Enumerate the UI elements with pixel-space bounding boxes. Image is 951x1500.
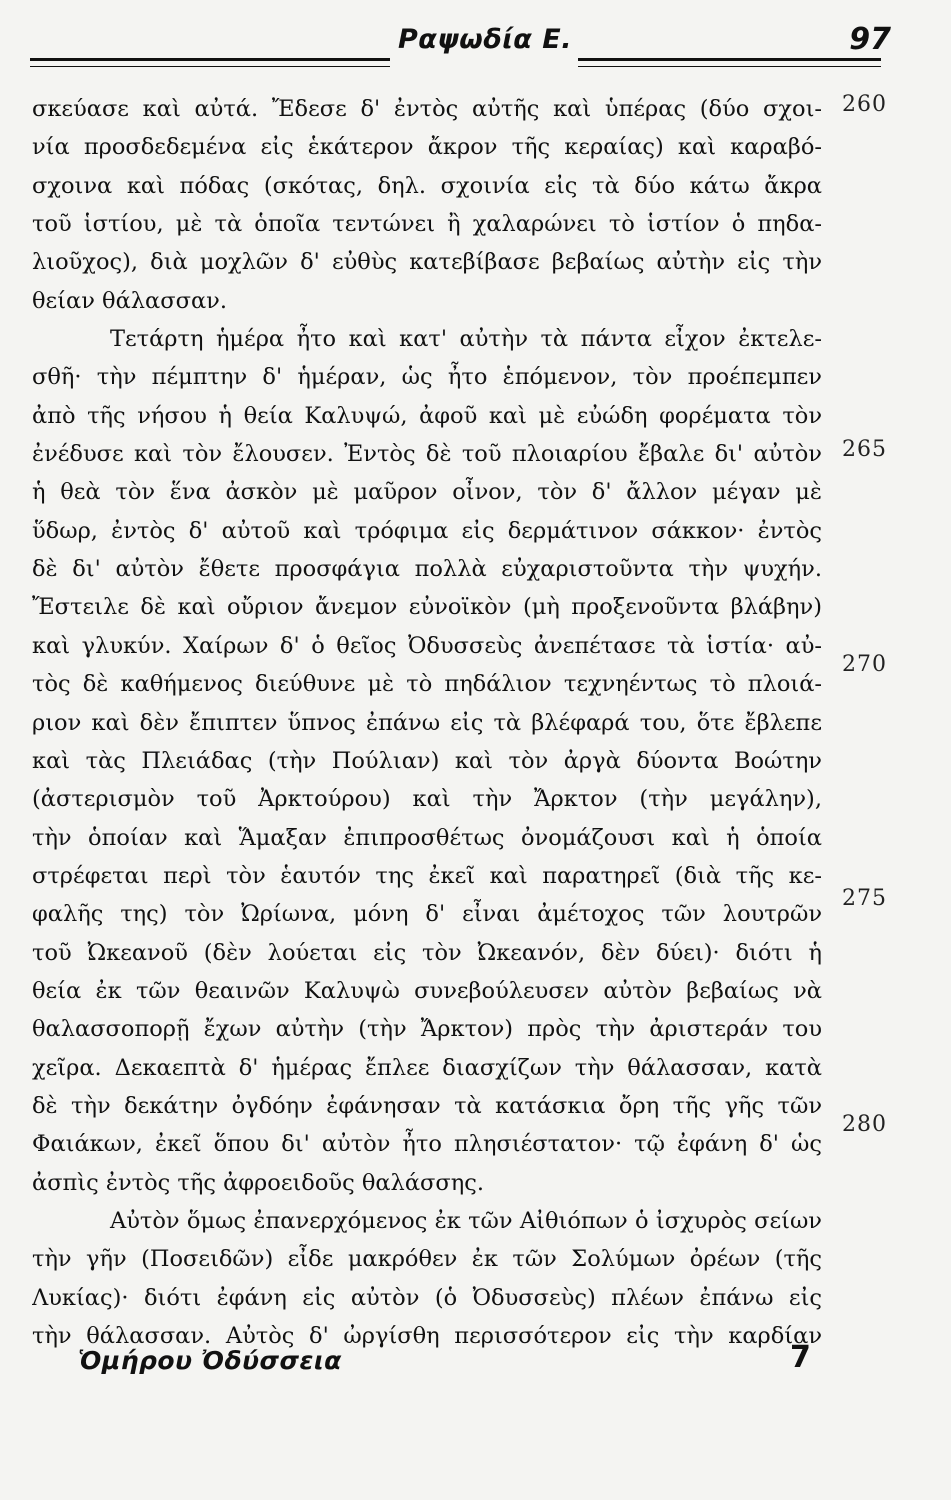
text-line: σθῆ· τὴν πέμπτην δ' ἡμέραν, ὡς ἦτο ἑπόμενον, τὸν προέπεμπεν xyxy=(32,364,822,391)
margin-line-number: 265 xyxy=(842,437,887,462)
body-text xyxy=(32,90,822,1355)
text-line: στρέφεται περὶ τὸν ἑαυτόν της ἐκεῖ καὶ παρατηρεῖ (διὰ τῆς κε- xyxy=(32,862,822,889)
text-line: ἀπὸ τῆς νήσου ἡ θεία Καλυψώ, ἀφοῦ καὶ μὲ εὐώδη φορέματα τὸν xyxy=(32,402,822,429)
text-line: χεῖρα. Δεκαεπτὰ δ' ἡμέρας ἔπλεε διασχίζων τὴν θάλασσαν, κατὰ xyxy=(32,1054,822,1081)
text-line: Ἔστειλε δὲ καὶ οὔριον ἄνεμον εὐνοϊκὸν (μὴ προξενοῦντα βλάβην) xyxy=(32,594,822,621)
text-line: λιοῦχος), διὰ μοχλῶν δ' εὐθὺς κατεβίβασε βεβαίως αὐτὴν εἰς τὴν xyxy=(32,249,822,276)
text-line: τὴν θάλασσαν. Αὐτὸς δ' ὠργίσθη περισσότερον εἰς τὴν καρδίαν xyxy=(32,1323,822,1349)
header-rule-left xyxy=(30,58,390,61)
text-line: τοῦ Ὠκεανοῦ (δὲν λούεται εἰς τὸν Ὠκεανόν, δὲν δύει)· διότι ἡ xyxy=(32,939,822,966)
text-line: Λυκίας)· διότι ἐφάνη εἰς αὐτὸν (ὁ Ὀδυσσεὺς) πλέων ἐπάνω εἰς xyxy=(32,1284,822,1311)
footer-signature-number: 7 xyxy=(790,1340,811,1375)
header-rule-left-thin xyxy=(30,66,390,67)
text-line: τὴν ὁποίαν καὶ Ἅμαξαν ἐπιπροσθέτως ὀνομάζουσι καὶ ἡ ὁποία xyxy=(32,824,822,851)
margin-line-number: 280 xyxy=(842,1112,887,1137)
running-title: Ραψωδία Ε. xyxy=(398,24,572,55)
text-line: θαλασσοπορῇ ἔχων αὐτὴν (τὴν Ἄρκτον) πρὸς τὴν ἀριστεράν του xyxy=(32,1016,822,1043)
text-line: σχοινα καὶ πόδας (σκότας, δηλ. σχοινία εἰς τὰ δύο κάτω ἄκρα xyxy=(32,172,822,199)
margin-line-number: 260 xyxy=(842,92,887,117)
header-rule-right-thin xyxy=(578,66,881,67)
text-line: θεία ἐκ τῶν θεαινῶν Καλυψὼ συνεβούλευσεν αὐτὸν βεβαίως νὰ xyxy=(32,977,822,1004)
footer-book-title: Ὁμήρου Ὀδύσσεια xyxy=(78,1346,342,1375)
text-line: δὲ δι' αὐτὸν ἔθετε προσφάγια πολλὰ εὐχαριστοῦντα τὴν ψυχήν. xyxy=(32,556,822,583)
text-line: ἡ θεὰ τὸν ἕνα ἀσκὸν μὲ μαῦρον οἶνον, τὸν δ' ἄλλον μέγαν μὲ xyxy=(32,479,822,506)
text-line: θείαν θάλασσαν. xyxy=(32,287,227,314)
margin-line-number: 270 xyxy=(842,652,887,677)
text-line: νία προσδεδεμένα εἰς ἑκάτερον ἄκρον τῆς κεραίας) καὶ καραβό- xyxy=(32,134,822,161)
text-line: τὸς δὲ καθήμενος διεύθυνε μὲ τὸ πηδάλιον τεχνηέντως τὸ πλοιά- xyxy=(32,671,822,698)
paragraph-start-line: Τετάρτη ἡμέρα ἦτο καὶ κατ' αὐτὴν τὰ πάντα εἶχον ἐκτελε- xyxy=(110,326,822,353)
running-header xyxy=(30,18,891,68)
text-line: καὶ τὰς Πλειάδας (τὴν Πούλιαν) καὶ τὸν ἀργὰ δύοντα Βοώτην xyxy=(32,747,822,774)
text-line: ριον καὶ δὲν ἔπιπτεν ὕπνος ἐπάνω εἰς τὰ βλέφαρά του, ὅτε ἔβλεπε xyxy=(32,709,822,736)
margin-line-number: 275 xyxy=(842,886,887,911)
text-line: φαλῆς της) τὸν Ὠρίωνα, μόνη δ' εἶναι ἀμέτοχος τῶν λουτρῶν xyxy=(32,901,822,928)
text-line: Φαιάκων, ἐκεῖ ὅπου δι' αὐτὸν ἦτο πλησιέστατον· τῷ ἐφάνη δ' ὡς xyxy=(32,1131,822,1158)
text-line: ἀσπὶς ἐντὸς τῆς ἀφροειδοῦς θαλάσσης. xyxy=(32,1169,484,1196)
header-rule-right xyxy=(578,58,881,61)
text-line: δὲ τὴν δεκάτην ὀγδόην ἐφάνησαν τὰ κατάσκια ὄρη τῆς γῆς τῶν xyxy=(32,1092,822,1119)
text-line: τοῦ ἱστίου, μὲ τὰ ὁποῖα τεντώνει ἢ χαλαρώνει τὸ ἱστίον ὁ πηδα- xyxy=(32,211,822,238)
text-line: τὴν γῆν (Ποσειδῶν) εἶδε μακρόθεν ἐκ τῶν Σολύμων ὀρέων (τῆς xyxy=(32,1246,822,1273)
text-line: (ἀστερισμὸν τοῦ Ἀρκτούρου) καὶ τὴν Ἄρκτον (τὴν μεγάλην), xyxy=(32,786,822,813)
text-line: σκεύασε καὶ αὐτά. Ἔδεσε δ' ἐντὸς αὐτῆς καὶ ὑπέρας (δύο σχοι- xyxy=(32,96,822,122)
text-line: καὶ γλυκύν. Χαίρων δ' ὁ θεῖος Ὀδυσσεὺς ἀνεπέτασε τὰ ἱστία· αὐ- xyxy=(32,632,822,659)
paragraph-start-line: Αὐτὸν ὅμως ἐπανερχόμενος ἐκ τῶν Αἰθιόπων ὁ ἰσχυρὸς σείων xyxy=(110,1207,822,1234)
text-line: ἐνέδυσε καὶ τὸν ἔλουσεν. Ἐντὸς δὲ τοῦ πλοιαρίου ἔβαλε δι' αὐτὸν xyxy=(32,441,822,468)
page-number: 97 xyxy=(849,22,891,57)
text-line: ὕδωρ, ἐντὸς δ' αὐτοῦ καὶ τρόφιμα εἰς δερμάτινον σάκκον· ἐντὸς xyxy=(32,517,822,544)
